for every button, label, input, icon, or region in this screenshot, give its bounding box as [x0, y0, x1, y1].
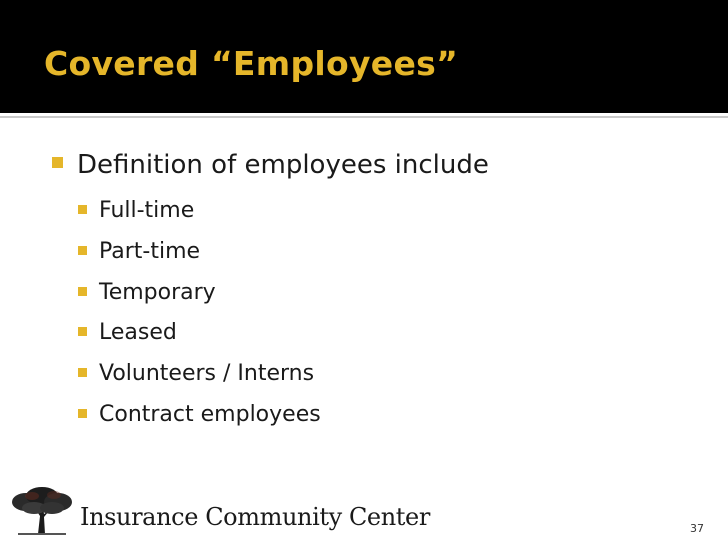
- sub-bullet-item: [78, 320, 177, 345]
- bullet-square-icon: [78, 368, 87, 377]
- oak-tree-icon: [8, 486, 74, 536]
- bullet-square-icon: [78, 246, 87, 255]
- bullet-square-icon: [78, 327, 87, 336]
- sub-bullet-item: [78, 361, 314, 386]
- sub-bullet-text: Part-time: [99, 239, 201, 264]
- sub-bullet-item: [78, 280, 216, 305]
- sub-bullet-text: Contract employees: [99, 402, 321, 427]
- title-divider: [0, 116, 728, 118]
- sub-bullet-text: Temporary: [99, 280, 216, 305]
- page-number: 37: [690, 522, 704, 535]
- bullet-square-icon: [78, 205, 87, 214]
- slide-title: Covered “Employees”: [44, 44, 459, 83]
- sub-bullet-item: [78, 239, 200, 264]
- sub-bullet-item: [78, 198, 194, 223]
- sub-bullet-text: Leased: [99, 320, 177, 345]
- sub-bullet-text: Full-time: [99, 198, 195, 223]
- sub-bullet-item: [78, 402, 321, 427]
- bullet-square-icon: [78, 287, 87, 296]
- bullet-square-icon: [52, 157, 63, 168]
- sub-bullet-text: Volunteers / Interns: [99, 361, 315, 386]
- logo-text: Insurance Community Center: [80, 503, 430, 531]
- bullet-text: Definition of employees include: [77, 150, 489, 180]
- bullet-item: [52, 150, 489, 180]
- bullet-square-icon: [78, 409, 87, 418]
